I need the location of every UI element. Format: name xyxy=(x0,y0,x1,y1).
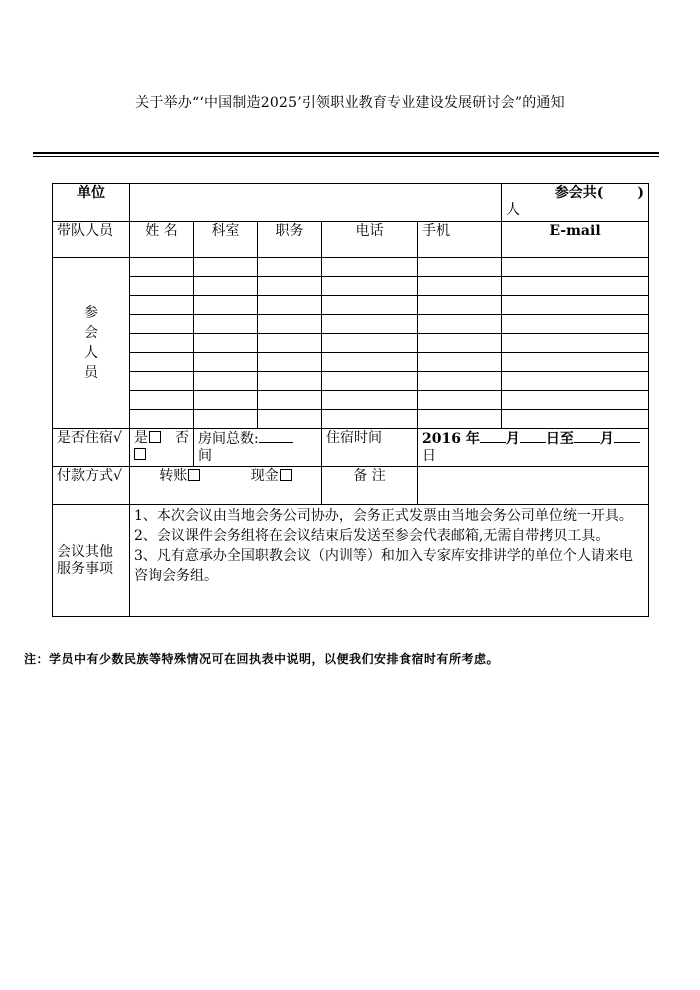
participant-cell[interactable] xyxy=(418,353,502,372)
participant-cell[interactable] xyxy=(258,410,322,429)
stay-yes-checkbox[interactable] xyxy=(149,431,161,443)
stay-time-label: 住宿时间 xyxy=(322,429,418,467)
stay-no-label: 否 xyxy=(175,430,189,446)
payment-cash-label: 现金 xyxy=(250,468,279,484)
header-rule-thin xyxy=(33,156,659,157)
participant-cell[interactable] xyxy=(194,372,258,391)
participant-cell[interactable] xyxy=(418,315,502,334)
other-services-cell xyxy=(130,505,649,617)
stay-time-year: 2016 年 xyxy=(422,431,480,447)
participant-cell[interactable] xyxy=(502,372,649,391)
participant-cell[interactable] xyxy=(194,277,258,296)
participant-cell[interactable] xyxy=(130,315,194,334)
attendees-total-unit: 人 xyxy=(506,202,521,218)
col-phone-header: 电话 xyxy=(322,222,418,258)
participant-cell[interactable] xyxy=(418,296,502,315)
col-dept-header: 科室 xyxy=(194,222,258,258)
document-title: 关于举办“‘中国制造2025’引领职业教育专业建设发展研讨会”的通知 xyxy=(135,95,565,111)
stay-label: 是否住宿√ xyxy=(53,429,130,467)
col-email-header: E-mail xyxy=(502,222,649,258)
unit-input-cell[interactable] xyxy=(130,184,502,222)
month-blank-1[interactable] xyxy=(480,430,506,443)
remarks-label: 备 注 xyxy=(322,467,418,505)
participant-cell[interactable] xyxy=(502,258,649,277)
participant-cell[interactable] xyxy=(502,296,649,315)
payment-label: 付款方式√ xyxy=(53,467,130,505)
participant-cell[interactable] xyxy=(322,296,418,315)
participant-cell[interactable] xyxy=(194,353,258,372)
month-blank-2[interactable] xyxy=(574,430,600,443)
attendees-total-label: 参会共( xyxy=(554,185,604,201)
attendees-total-close: ) xyxy=(637,185,645,201)
participant-row xyxy=(53,315,649,334)
stay-time-month: 月 xyxy=(505,431,520,447)
header-rule-thick xyxy=(33,152,659,154)
participant-cell[interactable] xyxy=(258,372,322,391)
participant-cell[interactable] xyxy=(258,296,322,315)
stay-time-day: 日 xyxy=(422,448,436,464)
col-name-header: 姓 名 xyxy=(130,222,194,258)
rooms-suffix: 间 xyxy=(198,448,212,464)
payment-row xyxy=(53,467,649,505)
stay-choice-cell[interactable] xyxy=(130,429,194,467)
participant-row xyxy=(53,372,649,391)
participant-cell[interactable] xyxy=(194,410,258,429)
participant-cell[interactable] xyxy=(194,296,258,315)
participant-row xyxy=(53,410,649,429)
service-note-2: 2、会议课件会务组将在会议结束后发送至参会代表邮箱,无需自带拷贝工具。 xyxy=(134,528,610,544)
participant-cell[interactable] xyxy=(502,391,649,410)
participant-row xyxy=(53,258,649,277)
day-blank-1[interactable] xyxy=(520,430,546,443)
rooms-label: 房间总数: xyxy=(198,431,259,447)
participant-cell[interactable] xyxy=(322,391,418,410)
registration-form-table xyxy=(52,183,649,617)
participant-cell[interactable] xyxy=(418,277,502,296)
remarks-input-cell[interactable] xyxy=(418,467,649,505)
other-services-label: 会议其他服务事项 xyxy=(53,505,130,617)
other-services-row xyxy=(53,505,649,617)
participant-cell[interactable] xyxy=(418,334,502,353)
participant-cell[interactable] xyxy=(130,258,194,277)
participant-cell[interactable] xyxy=(130,277,194,296)
payment-transfer-checkbox[interactable] xyxy=(188,469,200,481)
attendees-total-cell[interactable] xyxy=(502,184,649,222)
service-note-3: 3、凡有意承办全国职教会议（内训等）和加入专家库安排讲学的单位个人请来电咨询会务组。 xyxy=(134,548,633,584)
stay-time-day-to: 日至 xyxy=(545,431,574,447)
participant-cell[interactable] xyxy=(258,258,322,277)
leader-label: 带队人员 xyxy=(53,222,130,258)
participant-cell[interactable] xyxy=(418,410,502,429)
payment-transfer-label: 转账 xyxy=(159,468,188,484)
participant-cell[interactable] xyxy=(322,353,418,372)
participant-cell[interactable] xyxy=(194,258,258,277)
payment-choice-cell[interactable] xyxy=(130,467,322,505)
participant-cell[interactable] xyxy=(502,277,649,296)
participant-cell[interactable] xyxy=(322,258,418,277)
stay-no-checkbox[interactable] xyxy=(134,448,146,460)
participant-cell[interactable] xyxy=(322,410,418,429)
footer-note: 注：学员中有少数民族等特殊情况可在回执表中说明，以便我们安排食宿时有所考虑。 xyxy=(24,652,500,666)
participant-cell[interactable] xyxy=(502,334,649,353)
participant-cell[interactable] xyxy=(502,410,649,429)
col-position-header: 职务 xyxy=(258,222,322,258)
participant-row xyxy=(53,334,649,353)
rooms-blank[interactable] xyxy=(259,430,293,443)
participant-cell[interactable] xyxy=(194,315,258,334)
participant-cell[interactable] xyxy=(130,391,194,410)
participant-cell[interactable] xyxy=(130,334,194,353)
leader-header-row xyxy=(53,222,649,258)
stay-time-month2: 月 xyxy=(599,431,614,447)
rooms-cell[interactable] xyxy=(194,429,322,467)
stay-yes-label: 是 xyxy=(134,430,148,446)
participant-cell[interactable] xyxy=(130,353,194,372)
participant-cell[interactable] xyxy=(194,334,258,353)
participant-row xyxy=(53,296,649,315)
participant-cell[interactable] xyxy=(418,372,502,391)
participant-cell[interactable] xyxy=(322,334,418,353)
participant-cell[interactable] xyxy=(194,391,258,410)
participant-cell[interactable] xyxy=(322,277,418,296)
participant-cell[interactable] xyxy=(258,277,322,296)
participant-cell[interactable] xyxy=(418,391,502,410)
participant-cell[interactable] xyxy=(258,315,322,334)
participant-cell[interactable] xyxy=(258,391,322,410)
participant-cell[interactable] xyxy=(502,353,649,372)
unit-label: 单位 xyxy=(53,184,130,222)
payment-cash-checkbox[interactable] xyxy=(280,469,292,481)
participants-label: 参 会 人 员 xyxy=(53,258,130,429)
stay-time-cell[interactable] xyxy=(418,429,649,467)
participant-cell[interactable] xyxy=(322,372,418,391)
participant-cell[interactable] xyxy=(322,315,418,334)
participant-cell[interactable] xyxy=(130,372,194,391)
participant-row xyxy=(53,353,649,372)
service-note-1: 1、本次会议由当地会务公司协办，会务正式发票由当地会务公司单位统一开具。 xyxy=(134,508,633,524)
participant-cell[interactable] xyxy=(130,410,194,429)
day-blank-2[interactable] xyxy=(614,430,640,443)
participant-cell[interactable] xyxy=(502,315,649,334)
participant-cell[interactable] xyxy=(130,296,194,315)
participant-row xyxy=(53,277,649,296)
participant-cell[interactable] xyxy=(258,353,322,372)
col-mobile-header: 手机 xyxy=(418,222,502,258)
participant-cell[interactable] xyxy=(418,258,502,277)
stay-row xyxy=(53,429,649,467)
participant-row xyxy=(53,391,649,410)
participant-cell[interactable] xyxy=(258,334,322,353)
unit-row xyxy=(53,184,649,222)
